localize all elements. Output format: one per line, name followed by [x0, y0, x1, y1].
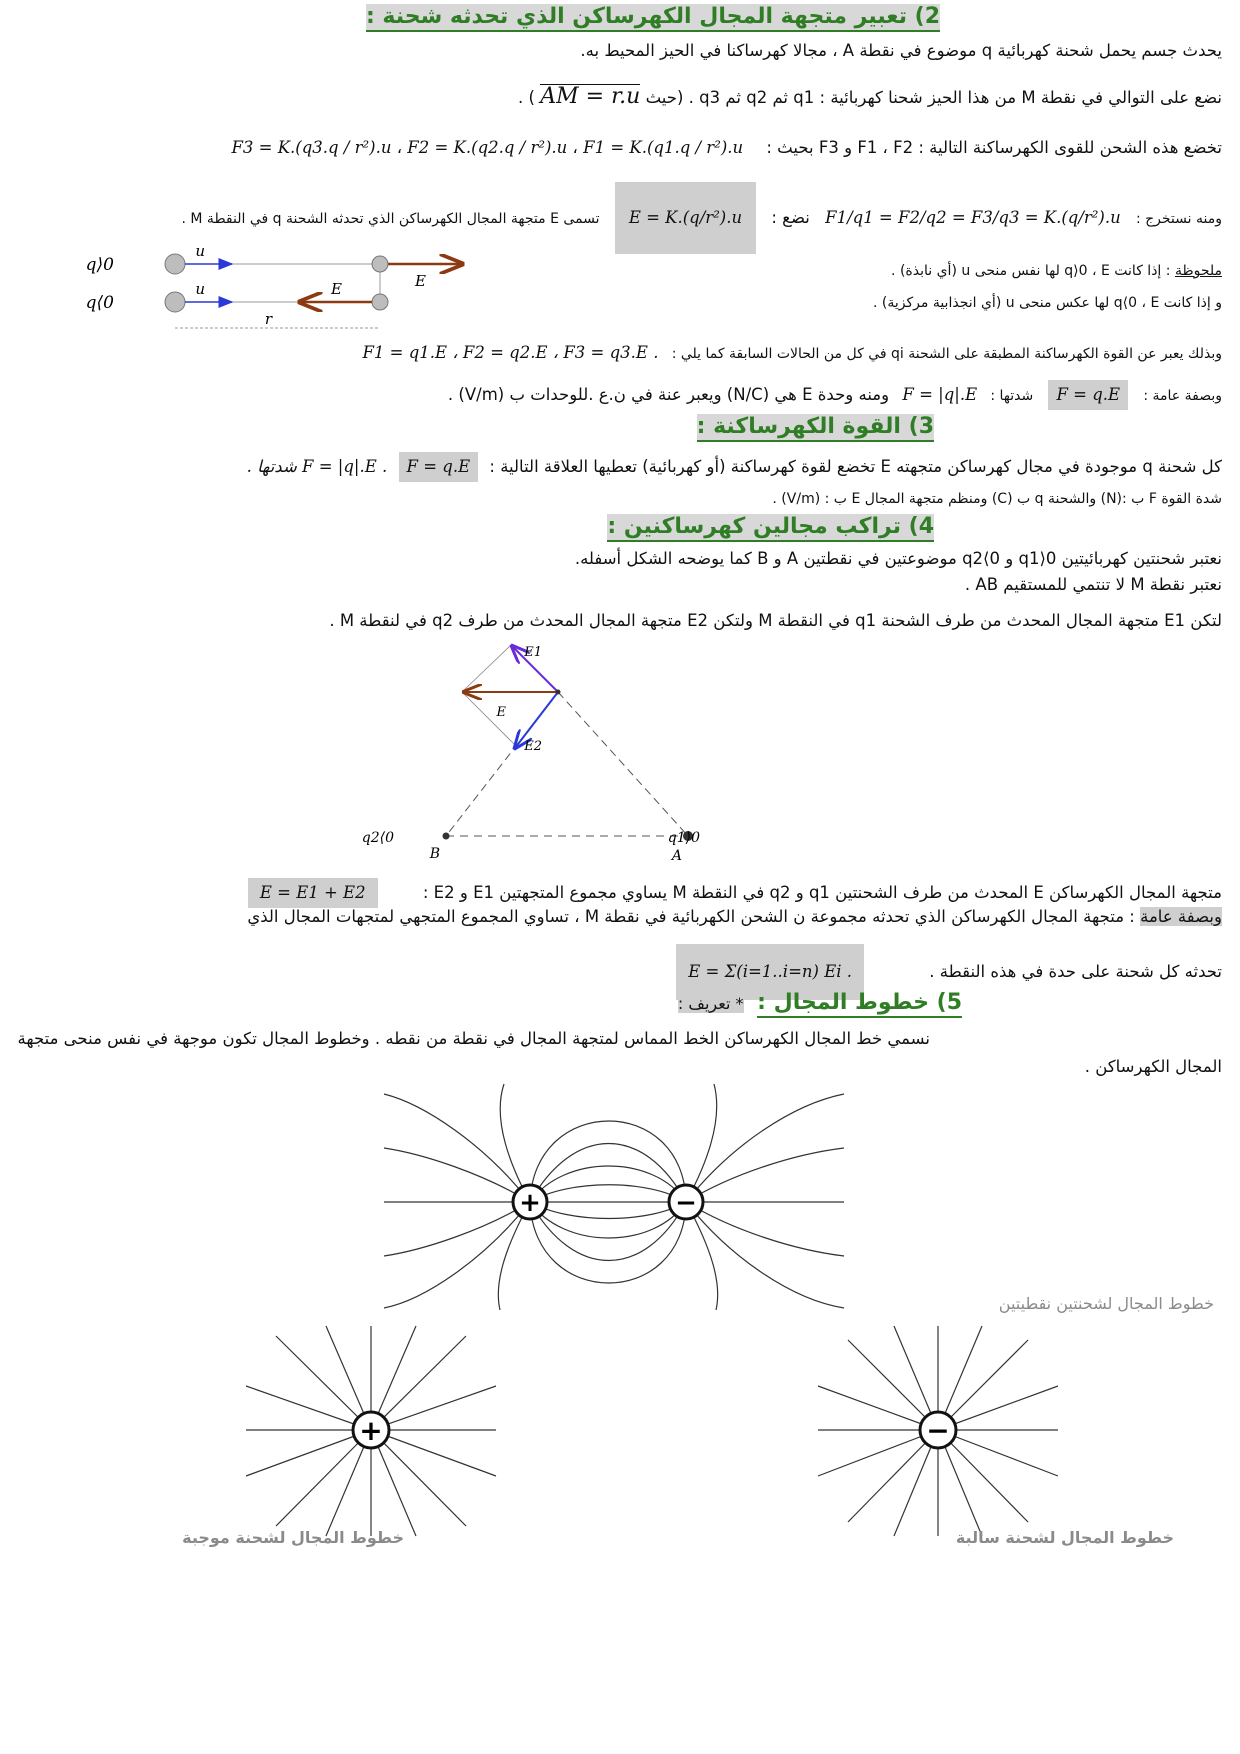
force-relations: F1 = q1.E ، F2 = q2.E ، F3 = q3.E . [362, 343, 659, 362]
label-q-negative: q⟨0 [85, 293, 114, 313]
s4-paragraph-1: نعتبر شحنتين كهربائيتين q1⟩0 و q2⟨0 موضوعتين في نقطتين A و B كما يوضحه الشكل أسفله. [574, 549, 1222, 568]
negative-caption: خطوط المجال لشحنة سالبة [955, 1528, 1174, 1547]
s4-paragraph-5: وبصفة عامة : متجهة المجال الكهرساكن الذي تحدثه مجموعة ن الشحن الكهربائية في نقطة M ، تساوي المجموع المتجهي لمتجهات المجال الذي [247, 907, 1222, 926]
s3-paragraph-2: شدة القوة F ب :(N) والشحنة q ب (C) ومنظم متجهة المجال E ب : (V/m) . [772, 491, 1222, 507]
s4-paragraph-3: لتكن E1 متجهة المجال المحدث من طرف الشحنة q1 في النقطة M ولتكن E2 متجهة المجال المحدث من طرف q2 في لنقطة M . [329, 611, 1222, 630]
section-2-title: 2) تعبير متجهة المجال الكهرساكن الذي تحدثه شحنة : [366, 4, 940, 29]
label-e1: E1 [524, 645, 542, 660]
note-2: و إذا كانت q⟨0 ، E لها عكس منحى u (أي انجذابية مركزية) . [873, 295, 1222, 311]
dipole-field-line [530, 1202, 686, 1283]
s2-paragraph-1: يحدث جسم يحمل شحنة كهربائية q موضوع في نقطة A ، مجالا كهرساكنا في الحيز المحيط به. [580, 41, 1222, 60]
s3-paragraph-1: كل شحنة q موجودة في مجال كهرساكن متجهته E تخضع لقوة كهرساكنة (أو كهربائية) تعطيها العلاقة التالية : F = q.E . شدتها F = |q|.E . [18, 452, 1222, 482]
force-f1-equation: F1 = K.(q1.q / r²).u [583, 138, 744, 157]
superposition-box: E = E1 + E2 [248, 878, 378, 908]
dipole-field-line [384, 1148, 530, 1202]
dipole-field-lines-figure [384, 1084, 844, 1310]
point-m-lower [372, 294, 388, 310]
force-f2-equation: F2 = K.(q2.q / r²).u [407, 138, 568, 157]
s2-paragraph-4: ومنه نستخرج : F1/q1 = F2/q2 = F3/q3 = K.(q/r²).u نضع : E = K.(q/r²).u تسمى E متجهة المجال الكهرساكن الذي تحدثه الشحنة q في النقطة M . [18, 182, 1222, 238]
dipole-field-line [530, 1144, 686, 1203]
force-magnitude: F = |q|.E [902, 385, 978, 404]
point-m-upper [372, 256, 388, 272]
negative-charge-field-figure [818, 1326, 1058, 1536]
label-q-positive: q⟩0 [85, 255, 114, 275]
label-e-upper: E [415, 272, 426, 290]
dipole-field-line [530, 1202, 686, 1238]
field-definition-box: E = K.(q/r²).u [615, 182, 756, 254]
positive-caption: خطوط المجال لشحنة موجبة [182, 1528, 404, 1547]
ratio-equation: F1/q1 = F2/q2 = F3/q3 = K.(q/r²).u [825, 208, 1121, 227]
charge-positive [165, 254, 185, 274]
positive-charge-field-figure [246, 1326, 496, 1536]
s2-paragraph-3: تخضع هذه الشحن للقوى الكهرساكنة التالية : F1 ، F2 و F3 بحيث : F1 = K.(q1.q / r²).u ، F2 = K.(q2.q / r²).u ، F3 = K.(q3.q / r²).u [18, 128, 1222, 168]
s4-paragraph-2: نعتبر نقطة M لا تنتمي للمستقيم AB . [964, 575, 1222, 594]
label-u-upper: u [195, 242, 205, 260]
dipole-field-line [530, 1185, 686, 1202]
s4-paragraph-6: تحدثه كل شحنة على حدة في هذه النقطة . E = Σ(i=1..i=n) Ei . [18, 944, 1222, 984]
label-b: B [429, 846, 440, 862]
plus-sign-single: + [359, 1414, 383, 1447]
label-q1: q1⟩0 [667, 830, 700, 846]
line-m-to-a [558, 692, 688, 836]
label-r: r [264, 310, 272, 328]
dipole-field-line [530, 1202, 686, 1261]
minus-sign-single: − [926, 1414, 950, 1447]
force-box: F = q.E [1048, 380, 1128, 410]
s5-paragraph-1: نسمي خط المجال الكهرساكن الخط المماس لمتجهة المجال في نقطة من نقطه . وخطوط المجال تكون موجهة في نفس منحى متجهة [17, 1029, 930, 1048]
label-e2: E2 [524, 739, 542, 754]
label-q2: q2⟨0 [361, 830, 394, 846]
section-5-title: 5) خطوط المجال : * تعريف : [678, 990, 962, 1015]
section-3-title: 3) القوة الكهرساكنة : [697, 414, 934, 439]
superposition-diagram [361, 636, 760, 866]
force-f3-equation: F3 = K.(q3.q / r²).u [231, 138, 392, 157]
s2-paragraph-2: نضع على التوالي في نقطة M من هذا الحيز شحنا كهربائية : q1 ثم q2 ثم q3 . (حيث AM = r.u ) . [518, 84, 1222, 109]
coulomb-force-box: F = q.E [399, 452, 479, 482]
charge-b [443, 833, 450, 840]
label-e: E [496, 705, 506, 720]
minus-sign: − [675, 1188, 697, 1218]
note-1: ملحوظة : إذا كانت q⟩0 ، E لها نفس منحى u (أي نابذة) . [891, 263, 1222, 279]
definition-label: * تعريف : [677, 994, 744, 1013]
s5-paragraph-2: المجال الكهرساكن . [1084, 1057, 1222, 1076]
s2-paragraph-5: وبذلك يعبر عن القوة الكهرساكنة المطبقة على الشحنة qi في كل من الحالات السابقة كما يلي : F1 = q1.E ، F2 = q2.E ، F3 = q3.E . [362, 343, 1222, 362]
dipole-field-line [530, 1166, 686, 1202]
dipole-caption: خطوط المجال لشحنتين نقطيتين [998, 1294, 1214, 1313]
charge-negative [165, 292, 185, 312]
dipole-field-line [384, 1094, 530, 1202]
dipole-field-line [384, 1202, 530, 1308]
plus-sign: + [519, 1188, 541, 1218]
dipole-field-line [530, 1121, 686, 1202]
section-4-title: 4) تراكب مجالين كهرساكنين : [607, 514, 934, 539]
dipole-field-line [530, 1202, 686, 1219]
charge-field-diagram [85, 242, 480, 346]
label-a: A [671, 848, 682, 864]
s2-paragraph-6: وبصفة عامة : F = q.E شدتها : F = |q|.E ومنه وحدة E هي (N/C) ويعبر عنة في ن.ع .للوحدات ب (V/m) . [18, 380, 1222, 410]
s4-paragraph-4: متجهة المجال الكهرساكن E المحدث من طرف الشحنتين q1 و q2 في النقطة M يساوي مجموع المتجهتين E1 و E2 : E = E1 + E2 [18, 878, 1222, 908]
point-m [556, 690, 561, 695]
label-e-lower: E [331, 280, 342, 298]
am-equation: AM = r.u [540, 84, 641, 109]
sum-box: E = Σ(i=1..i=n) Ei . [676, 944, 864, 1000]
label-u-lower: u [195, 280, 205, 298]
